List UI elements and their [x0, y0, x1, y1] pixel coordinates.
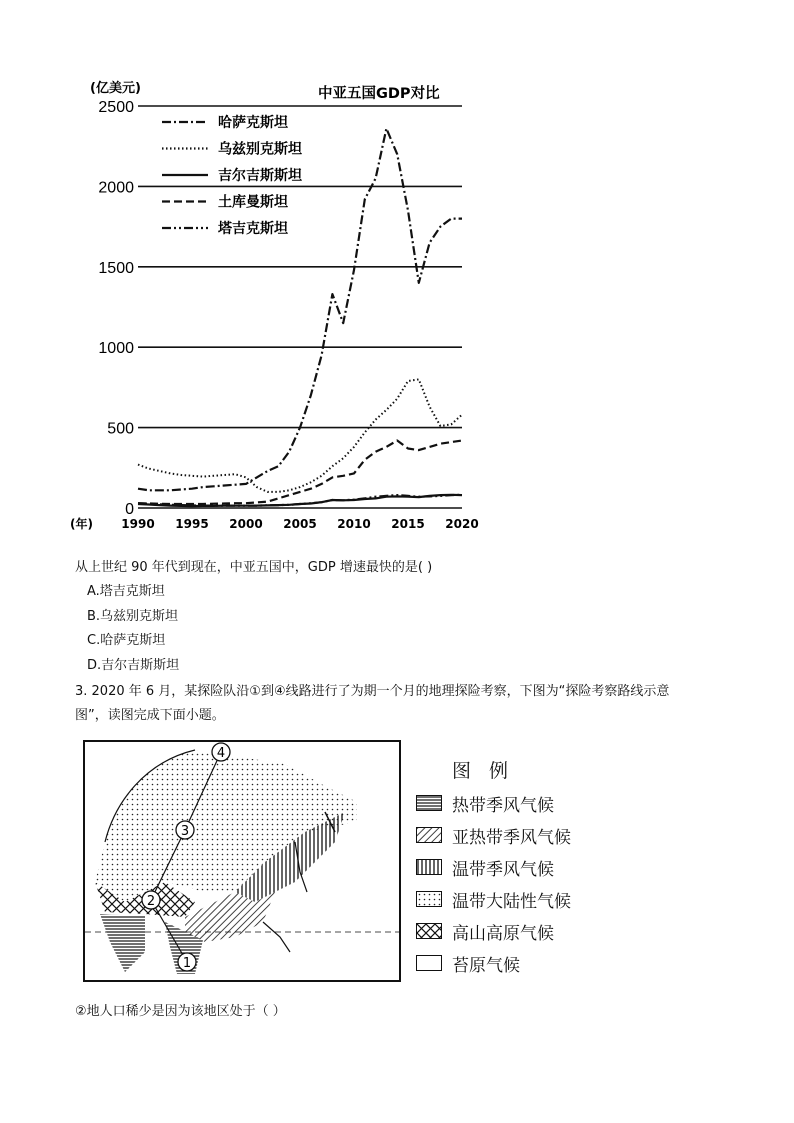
y-tick-label: 1000 — [98, 340, 134, 358]
legend-item — [416, 824, 571, 846]
x-tick-labels — [121, 517, 478, 531]
x-tick-label: 2010 — [337, 517, 371, 531]
y-tick-label: 2500 — [98, 99, 134, 116]
legend-entry: 乌兹别克斯坦 — [218, 141, 302, 158]
chart-gridlines — [138, 106, 462, 508]
legend-swatch — [416, 859, 442, 875]
series-line — [138, 379, 462, 492]
y-axis-unit: (亿美元) — [90, 81, 141, 96]
legend-title: 图 例 — [452, 760, 515, 782]
question-stem: 从上世纪 90 年代到现在，中亚五国中，GDP 增速最快的是( ) — [75, 560, 433, 575]
x-tick-label: 1990 — [121, 517, 155, 531]
route-point-1 — [178, 953, 196, 971]
legend-label: 温带大陆性气候 — [452, 891, 571, 912]
legend-swatch — [416, 955, 442, 971]
x-tick-label: 2015 — [391, 517, 425, 531]
legend-label: 亚热带季风气候 — [452, 827, 571, 848]
x-axis-unit: (年) — [70, 517, 93, 531]
svg-text:2: 2 — [146, 894, 156, 909]
legend-label: 高山高原气候 — [452, 923, 554, 944]
y-tick-label: 1500 — [98, 259, 134, 277]
x-tick-label: 2005 — [283, 517, 317, 531]
x-tick-label: 2020 — [445, 517, 479, 531]
legend-entry: 塔吉克斯坦 — [218, 221, 288, 237]
question-3-stem-line1: 3. 2020 年 6 月，某探险队沿①到④线路进行了为期一个月的地理探险考察，下图为“探险考察路线示意 — [75, 684, 670, 699]
gdp-line-chart — [70, 76, 490, 536]
legend-label: 热带季风气候 — [452, 795, 554, 816]
question-3-stem-line2: 图”，读图完成下面小题。 — [75, 708, 225, 723]
x-tick-label: 1995 — [175, 517, 209, 531]
question-3-sub: ②地人口稀少是因为该地区处于（ ） — [75, 1004, 286, 1019]
legend-swatch — [416, 923, 442, 939]
chart-series-lines — [138, 129, 462, 507]
svg-text:1: 1 — [182, 956, 192, 971]
legend-entry: 吉尔吉斯斯坦 — [218, 168, 302, 184]
legend-swatch — [416, 891, 442, 907]
route-map — [83, 740, 401, 982]
route-point-3 — [176, 821, 194, 839]
legend-label: 苔原气候 — [452, 955, 520, 976]
option-d: D.吉尔吉斯斯坦 — [87, 658, 180, 673]
svg-text:4: 4 — [216, 746, 226, 761]
y-tick-label: 2000 — [98, 179, 134, 197]
legend-swatch — [416, 827, 442, 843]
legend-label: 温带季风气候 — [452, 859, 554, 880]
route-point-4 — [212, 743, 230, 761]
legend-entry: 土库曼斯坦 — [218, 194, 288, 211]
chart-legend — [162, 114, 302, 237]
climate-map-svg — [85, 742, 399, 980]
legend-item — [416, 952, 520, 974]
x-tick-label: 2000 — [229, 517, 263, 531]
svg-text:3: 3 — [180, 824, 190, 839]
chart-title: 中亚五国GDP对比 — [318, 86, 440, 102]
legend-item — [416, 792, 554, 814]
y-tick-labels — [98, 99, 134, 518]
y-tick-label: 500 — [107, 420, 134, 438]
option-b: B.乌兹别克斯坦 — [87, 609, 179, 624]
region-subtropical-monsoon — [185, 892, 275, 942]
legend-item — [416, 856, 554, 878]
legend-item — [416, 888, 571, 910]
route-point-2 — [142, 891, 160, 909]
series-line — [138, 441, 462, 505]
option-a: A.塔吉克斯坦 — [87, 584, 165, 599]
map-legend — [414, 756, 634, 986]
y-tick-label: 0 — [125, 501, 134, 518]
legend-item — [416, 920, 554, 942]
legend-swatch — [416, 795, 442, 811]
legend-entry: 哈萨克斯坦 — [218, 115, 288, 131]
option-c: C.哈萨克斯坦 — [87, 633, 166, 648]
